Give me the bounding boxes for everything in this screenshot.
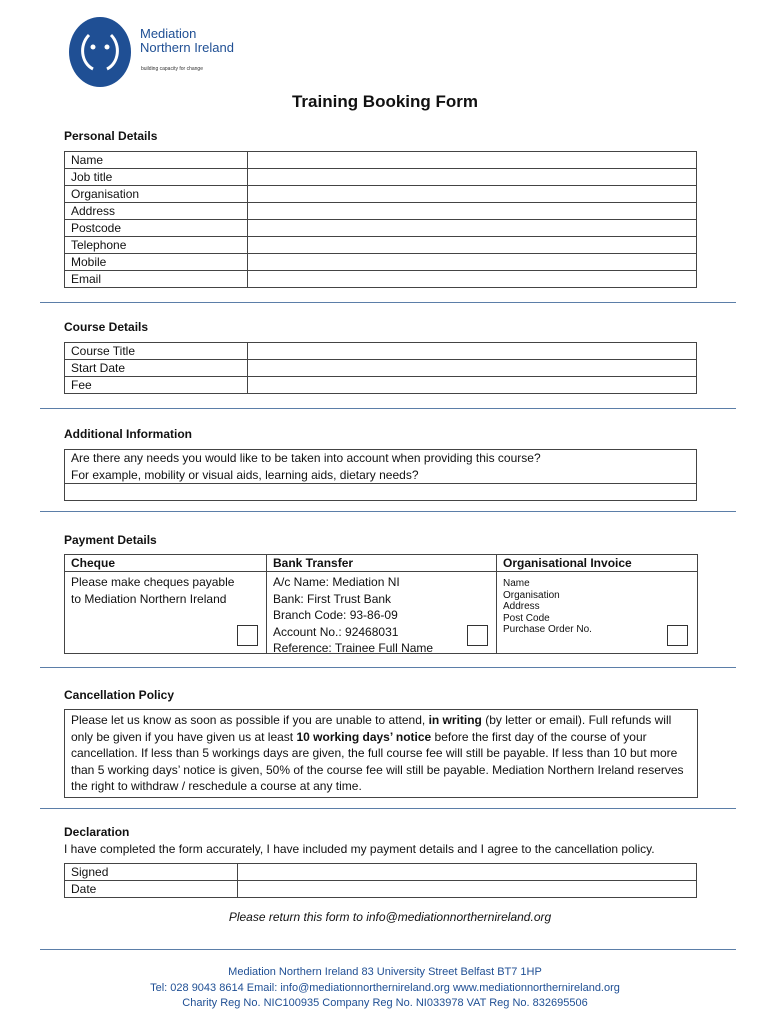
personal-label-address: Address	[65, 203, 248, 220]
return-note: Please return this form to info@mediationnorthernireland.org	[228, 910, 552, 924]
cancellation-text	[64, 709, 698, 798]
personal-label-name: Name	[65, 152, 248, 169]
declaration-text: I have completed the form accurately, I have included my payment details and I agree to the cancellation policy.	[64, 842, 655, 856]
cheque-checkbox[interactable]	[237, 625, 258, 646]
invoice-title: Organisational Invoice	[497, 555, 697, 572]
course-field-title[interactable]	[248, 343, 697, 360]
additional-question-line1: Are there any needs you would like to be taken into account when providing this course?	[71, 451, 541, 465]
additional-answer-field[interactable]	[65, 484, 697, 501]
bank-line5: Reference: Trainee Full Name	[273, 641, 434, 655]
personal-field-name[interactable]	[248, 152, 697, 169]
personal-label-mobile: Mobile	[65, 254, 248, 271]
personal-label-postcode: Postcode	[65, 220, 248, 237]
footer-registration: Charity Reg No. NIC100935 Company Reg No. NI033978 VAT Reg No. 832695506	[182, 997, 588, 1009]
personal-label-telephone: Telephone	[65, 237, 248, 254]
personal-heading: Personal Details	[64, 129, 158, 143]
declaration-table	[64, 863, 697, 898]
page-title: Training Booking Form	[291, 92, 479, 111]
payment-heading: Payment Details	[64, 533, 157, 547]
cheque-line2: to Mediation Northern Ireland	[71, 591, 227, 606]
personal-field-telephone[interactable]	[248, 237, 697, 254]
declaration-field-signed[interactable]	[238, 864, 697, 881]
bank-line3: Branch Code: 93-86-09	[273, 608, 398, 622]
personal-field-postcode[interactable]	[248, 220, 697, 237]
logo-name-line2: Northern Ireland	[140, 40, 234, 55]
invoice-line1: Name	[503, 578, 530, 589]
invoice-line4: Post Code	[503, 612, 550, 624]
cancellation-heading: Cancellation Policy	[64, 688, 175, 702]
logo-name-line1: Mediation	[140, 26, 197, 41]
additional-table	[64, 449, 697, 501]
personal-label-email: Email	[65, 271, 248, 288]
payment-invoice-column	[497, 555, 697, 653]
personal-field-mobile[interactable]	[248, 254, 697, 271]
additional-heading: Additional Information	[64, 427, 192, 441]
logo-tagline: building capacity for change	[141, 66, 203, 72]
course-label-fee: Fee	[65, 377, 248, 394]
footer	[0, 965, 770, 1012]
bank-line2: Bank: First Trust Bank	[273, 591, 392, 606]
personal-field-address[interactable]	[248, 203, 697, 220]
personal-table	[64, 151, 697, 288]
logo-name	[140, 27, 234, 55]
divider	[40, 408, 736, 409]
additional-question	[65, 450, 697, 484]
footer-address: Mediation Northern Ireland 83 University Street Belfast BT7 1HP	[228, 966, 542, 978]
payment-table	[64, 554, 698, 654]
personal-field-job-title[interactable]	[248, 169, 697, 186]
course-label-title: Course Title	[65, 343, 248, 360]
bank-title: Bank Transfer	[267, 555, 496, 572]
invoice-line2: Organisation	[503, 589, 560, 601]
declaration-label-date: Date	[65, 881, 238, 898]
declaration-label-signed: Signed	[65, 864, 238, 881]
cheque-line1: Please make cheques payable	[71, 575, 235, 589]
invoice-checkbox[interactable]	[667, 625, 688, 646]
cancellation-text-e: before the first day of the course of your cancellation. If less than 5 workings days are given, the full course fee will still be payable. If less than 10 but more than 5 working days’ notice is given, 50% of the course fee will still be payable. Mediation Northern Ireland reserves the right to withdraw / reschedule a course at any time.	[71, 729, 684, 793]
bank-checkbox[interactable]	[467, 625, 488, 646]
additional-question-line2: For example, mobility or visual aids, learning aids, dietary needs?	[71, 467, 419, 482]
course-label-start-date: Start Date	[65, 360, 248, 377]
cancellation-text-a: Please let us know as soon as possible if you are unable to attend,	[71, 713, 429, 727]
payment-cheque-column	[65, 555, 267, 653]
divider	[40, 949, 736, 950]
declaration-heading: Declaration	[64, 825, 130, 839]
personal-label-organisation: Organisation	[65, 186, 248, 203]
cancellation-notice: 10 working days’ notice	[296, 729, 432, 744]
course-field-fee[interactable]	[248, 377, 697, 394]
divider	[40, 302, 736, 303]
bank-line4: Account No.: 92468031	[273, 624, 399, 639]
bank-line1: A/c Name: Mediation NI	[273, 575, 400, 589]
payment-bank-column	[267, 555, 497, 653]
logo-mark	[69, 17, 131, 87]
invoice-line3: Address	[503, 601, 540, 612]
divider	[40, 511, 736, 512]
divider	[40, 667, 736, 668]
course-heading: Course Details	[64, 320, 149, 334]
personal-label-job-title: Job title	[65, 169, 248, 186]
divider	[40, 808, 736, 809]
cheque-title: Cheque	[65, 555, 266, 572]
cancellation-text-c: (by letter or email). Full refunds will only be given if you have given us at least	[71, 713, 672, 744]
declaration-field-date[interactable]	[238, 881, 697, 898]
personal-field-email[interactable]	[248, 271, 697, 288]
personal-field-organisation[interactable]	[248, 186, 697, 203]
course-field-start-date[interactable]	[248, 360, 697, 377]
cancellation-in-writing: in writing	[428, 713, 482, 727]
invoice-line5: Purchase Order No.	[503, 624, 592, 635]
footer-contact: Tel: 028 9043 8614 Email: info@mediationnorthernireland.org www.mediationnorthernireland.org	[150, 981, 620, 994]
course-table	[64, 342, 697, 394]
